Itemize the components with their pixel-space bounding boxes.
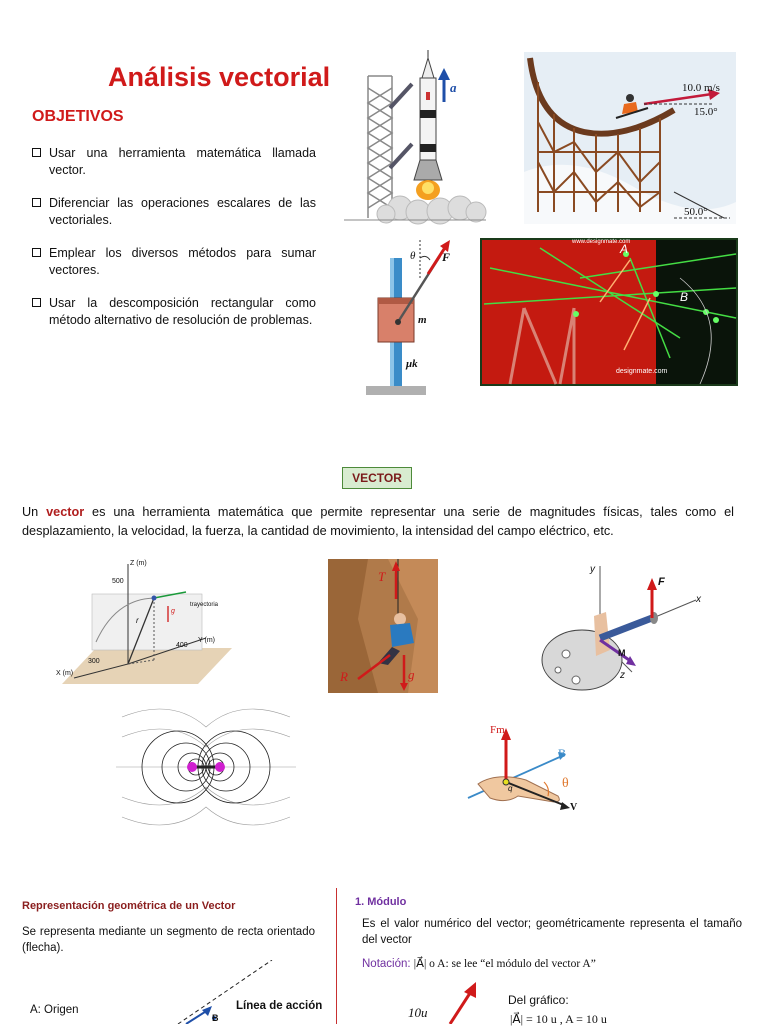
trajectory-label: trayectoria bbox=[190, 602, 219, 608]
moment-label: M bbox=[618, 648, 626, 658]
objectives-heading: OBJETIVOS bbox=[32, 108, 124, 125]
page-title: Análisis vectorial bbox=[108, 62, 331, 92]
from-graph-label: Del gráfico: bbox=[508, 993, 569, 1007]
y-tick: 400 bbox=[176, 642, 188, 649]
checkbox-icon bbox=[32, 298, 41, 307]
torque-figure bbox=[536, 560, 710, 692]
objective-item: Usar una herramienta matemática llamada vector. bbox=[32, 145, 316, 179]
friction-label: μk bbox=[406, 358, 418, 370]
origin-label: A: Origen bbox=[30, 1004, 79, 1016]
modulo-figure-value: 10u bbox=[408, 1005, 428, 1020]
angle-top-label: 15.0° bbox=[694, 106, 718, 118]
magnetic-force-figure bbox=[466, 722, 596, 828]
y-axis-label: Y (m) bbox=[198, 637, 215, 644]
trajectory-figure bbox=[56, 558, 236, 688]
block-figure bbox=[356, 240, 466, 395]
charge-label: q bbox=[508, 784, 513, 793]
notation-text: |A⃗| o A: se lee “el módulo del vector A” bbox=[413, 958, 596, 970]
vector-a-label: A bbox=[620, 242, 629, 256]
dipole-field-figure bbox=[112, 697, 300, 837]
rocket-figure bbox=[340, 48, 490, 226]
column-divider bbox=[336, 888, 337, 1024]
checkbox-icon bbox=[32, 198, 41, 207]
action-line-label: Línea de acción bbox=[236, 1000, 323, 1012]
vector-badge: VECTOR bbox=[342, 467, 412, 489]
tension-label: T bbox=[378, 569, 386, 584]
vectors-3d-figure bbox=[480, 238, 738, 386]
y-axis-label: y bbox=[590, 564, 595, 575]
modulo-result: |A⃗| = 10 u , A = 10 u bbox=[510, 1012, 607, 1026]
speed-label: 10.0 m/s bbox=[682, 82, 720, 94]
vector-b-label: B bbox=[680, 290, 689, 304]
point-b-label: B bbox=[212, 1013, 219, 1023]
force-label: F bbox=[442, 250, 451, 264]
g-vector-label: g bbox=[171, 608, 175, 615]
r-vector-label: r bbox=[136, 616, 139, 625]
theta-label: θ bbox=[562, 776, 569, 791]
z-axis-label: Z (m) bbox=[130, 560, 147, 567]
vector-keyword: vector bbox=[46, 505, 85, 519]
vector-intro: Un vector es una herramienta matemática que permite representar una serie de magnitudes físicas, tales como el desplazamiento, la velocidad, la fuerza, la cantidad de movimiento, la intensidad del campo eléctrico, etc. bbox=[22, 505, 734, 538]
torque-force-label: F bbox=[658, 576, 665, 588]
modulo-heading: 1. Módulo bbox=[355, 896, 407, 908]
angle-bottom-label: 50.0° bbox=[684, 206, 708, 218]
watermark-top: www.designmate.com bbox=[572, 239, 631, 245]
fm-label: Fm bbox=[490, 724, 505, 736]
x-axis-label: x bbox=[696, 594, 701, 605]
objective-item: Emplear los diversos métodos para sumar vectores. bbox=[32, 245, 316, 279]
modulo-text: Es el valor numérico del vector; geométricamente representa el tamaño del vector bbox=[362, 918, 742, 946]
objective-item: Diferenciar las operaciones escalares de las vectoriales. bbox=[32, 195, 316, 229]
ski-jump-figure bbox=[524, 52, 736, 224]
checkbox-icon bbox=[32, 248, 41, 257]
representation-text: Se representa mediante un segmento de recta orientado (flecha). bbox=[22, 926, 315, 954]
objectives-list bbox=[32, 145, 316, 345]
b-field-label: B bbox=[558, 746, 567, 760]
watermark-bottom: designmate.com bbox=[616, 368, 668, 375]
action-line-figure bbox=[168, 960, 278, 1024]
theta-label: θ bbox=[410, 250, 416, 262]
notation-line bbox=[362, 956, 596, 970]
x-axis-label: X (m) bbox=[56, 670, 74, 677]
notation-label: Notación: bbox=[362, 958, 411, 970]
accel-label: a bbox=[450, 80, 457, 95]
gravity-label: g bbox=[408, 667, 415, 682]
velocity-label: V bbox=[570, 802, 578, 813]
z-axis-label: z bbox=[620, 670, 625, 681]
reaction-label: R bbox=[340, 669, 348, 684]
objective-item: Usar la descomposición rectangular como método alternativo de resolución de problemas. bbox=[32, 295, 316, 329]
z-tick: 500 bbox=[112, 578, 124, 585]
checkbox-icon bbox=[32, 148, 41, 157]
modulo-arrow-figure bbox=[436, 980, 496, 1024]
x-tick: 300 bbox=[88, 658, 100, 665]
climber-figure bbox=[328, 559, 438, 693]
representation-heading: Representación geométrica de un Vector bbox=[22, 900, 236, 912]
mass-label: m bbox=[418, 314, 427, 326]
